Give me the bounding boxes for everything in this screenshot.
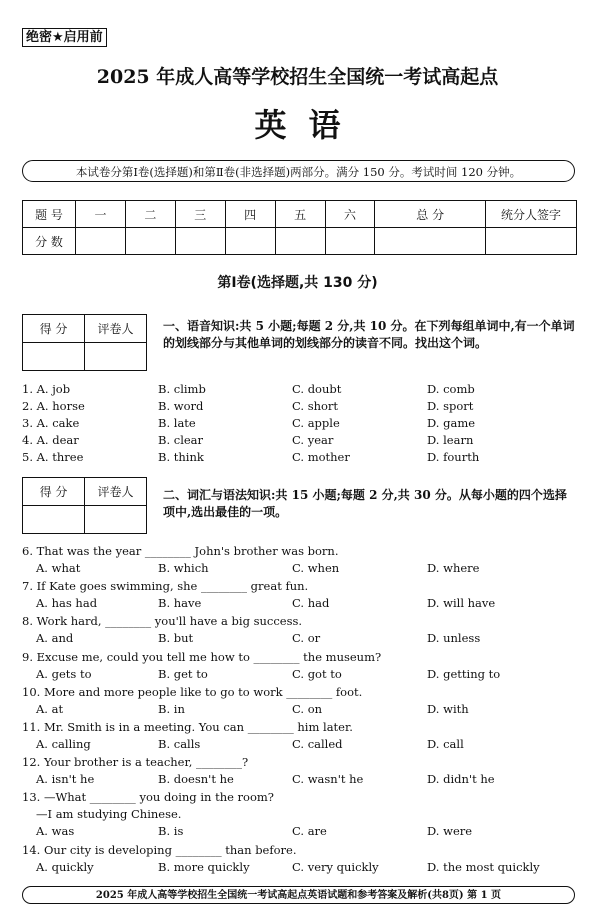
score-row-label: 分 数 [23, 228, 76, 255]
score-cell[interactable] [275, 228, 325, 255]
score-cell[interactable] [375, 228, 486, 255]
question-options [22, 701, 582, 718]
phonetics-row [22, 381, 582, 398]
option-a: A. at [36, 702, 64, 716]
score-cell[interactable] [175, 228, 225, 255]
question-stem: 7. If Kate goes swimming, she ________ great fun. [22, 579, 309, 593]
option-a: A. what [36, 561, 81, 575]
option-a: 3. A. cake [22, 416, 80, 430]
question-stem: 6. That was the year ________ John's brother was born. [22, 544, 339, 558]
score-table [22, 200, 577, 255]
option-a: A. was [36, 824, 75, 838]
confidential-label: 绝密★启用前 [22, 28, 107, 47]
option-a: 2. A. horse [22, 399, 85, 413]
option-b: B. which [158, 561, 209, 575]
option-d: D. didn't he [427, 772, 495, 786]
question-options [22, 560, 582, 577]
grader-score-label: 得 分 [23, 315, 85, 343]
question-stem: 13. —What ________ you doing in the room? [22, 790, 274, 804]
option-c: C. very quickly [292, 860, 379, 874]
question-options [22, 736, 582, 753]
option-c: C. when [292, 561, 340, 575]
option-b: B. is [158, 824, 184, 838]
question-options [22, 595, 582, 612]
option-a: 4. A. dear [22, 433, 79, 447]
option-c: C. got to [292, 667, 342, 681]
option-c: C. mother [292, 450, 350, 464]
option-b: B. have [158, 596, 202, 610]
option-b: B. think [158, 450, 204, 464]
option-c: C. wasn't he [292, 772, 364, 786]
score-cell[interactable] [76, 228, 126, 255]
option-d: D. call [427, 737, 464, 751]
grader-name-label: 评卷人 [85, 315, 147, 343]
option-c: C. called [292, 737, 343, 751]
option-b: B. climb [158, 382, 206, 396]
question-options [22, 859, 582, 876]
option-b: B. clear [158, 433, 204, 447]
option-c: C. short [292, 399, 339, 413]
option-d: D. the most quickly [427, 860, 540, 874]
option-c: C. on [292, 702, 323, 716]
option-b: B. doesn't he [158, 772, 234, 786]
option-d: D. learn [427, 433, 474, 447]
option-d: D. were [427, 824, 473, 838]
grader-score-label: 得 分 [23, 478, 85, 506]
option-d: D. with [427, 702, 469, 716]
option-a: A. has had [36, 596, 98, 610]
score-header-cell: 四 [225, 201, 275, 228]
option-c: C. year [292, 433, 334, 447]
question-options [22, 771, 582, 788]
exam-title: 2025 年成人高等学校招生全国统一考试高起点 [96, 66, 499, 88]
option-a: A. gets to [36, 667, 92, 681]
phonetics-row [22, 415, 582, 432]
score-header-cell: 五 [275, 201, 325, 228]
option-c: C. had [292, 596, 330, 610]
option-d: D. will have [427, 596, 496, 610]
option-d: D. unless [427, 631, 481, 645]
question-stem-reply: —I am studying Chinese. [36, 807, 182, 821]
section1-instruction: 一、语音知识:共 5 小题;每题 2 分,共 10 分。在下列每组单词中,有一个单词的划线部分与其他单词的划线部分的读音不同。找出这个词。 [163, 319, 575, 350]
option-d: D. where [427, 561, 480, 575]
grader-name-cell[interactable] [85, 506, 147, 534]
option-b: B. late [158, 416, 196, 430]
grader-name-cell[interactable] [85, 343, 147, 371]
option-d: D. game [427, 416, 476, 430]
question-stem: 9. Excuse me, could you tell me how to ________ the museum? [22, 650, 382, 664]
option-b: B. in [158, 702, 185, 716]
score-header-cell: 二 [125, 201, 175, 228]
subject-title: 英语 [254, 106, 363, 144]
option-a: A. calling [36, 737, 91, 751]
score-header-cell: 六 [325, 201, 375, 228]
section2-instruction: 二、词汇与语法知识:共 15 小题;每题 2 分,共 30 分。从每小题的四个选择项中,选出最佳的一项。 [163, 488, 567, 519]
score-header-cell: 统分人签字 [486, 201, 577, 228]
question-stem: 10. More and more people like to go to work ________ foot. [22, 685, 363, 699]
exam-notice: 本试卷分第Ⅰ卷(选择题)和第Ⅱ卷(非选择题)两部分。满分 150 分。考试时间 120 分钟。 [22, 160, 575, 182]
option-b: B. more quickly [158, 860, 250, 874]
question-stem: 12. Your brother is a teacher, ________? [22, 755, 249, 769]
grader-name-label: 评卷人 [85, 478, 147, 506]
option-a: 1. A. job [22, 382, 71, 396]
score-cell[interactable] [225, 228, 275, 255]
question-stem: 11. Mr. Smith is in a meeting. You can ________ him later. [22, 720, 353, 734]
option-a: A. and [36, 631, 74, 645]
score-header-cell: 三 [175, 201, 225, 228]
grader-box-1 [22, 314, 147, 371]
score-cell[interactable] [486, 228, 577, 255]
option-d: D. comb [427, 382, 475, 396]
option-c: C. are [292, 824, 327, 838]
score-cell[interactable] [325, 228, 375, 255]
option-d: D. getting to [427, 667, 501, 681]
phonetics-row [22, 432, 582, 449]
option-a: A. isn't he [36, 772, 95, 786]
option-a: A. quickly [36, 860, 94, 874]
grader-score-cell[interactable] [23, 506, 85, 534]
option-b: B. get to [158, 667, 208, 681]
score-header-cell: 总 分 [375, 201, 486, 228]
option-b: B. calls [158, 737, 201, 751]
question-options [22, 666, 582, 683]
option-c: C. apple [292, 416, 340, 430]
phonetics-row [22, 449, 582, 466]
score-cell[interactable] [125, 228, 175, 255]
option-b: B. but [158, 631, 194, 645]
option-d: D. fourth [427, 450, 480, 464]
option-c: C. or [292, 631, 321, 645]
grader-box-2 [22, 477, 147, 534]
option-d: D. sport [427, 399, 474, 413]
question-stem: 14. Our city is developing ________ than before. [22, 843, 297, 857]
part1-title: 第Ⅰ卷(选择题,共 130 分) [217, 275, 378, 291]
score-header-cell: 题 号 [23, 201, 76, 228]
question-stem: 8. Work hard, ________ you'll have a big success. [22, 614, 303, 628]
option-b: B. word [158, 399, 204, 413]
score-header-cell: 一 [76, 201, 126, 228]
option-c: C. doubt [292, 382, 342, 396]
question-options [22, 630, 582, 647]
option-a: 5. A. three [22, 450, 84, 464]
question-options [22, 823, 582, 840]
grader-score-cell[interactable] [23, 343, 85, 371]
page-footer: 2025 年成人高等学校招生全国统一考试高起点英语试题和参考答案及解析(共8页) 第 1 页 [22, 886, 575, 904]
phonetics-row [22, 398, 582, 415]
